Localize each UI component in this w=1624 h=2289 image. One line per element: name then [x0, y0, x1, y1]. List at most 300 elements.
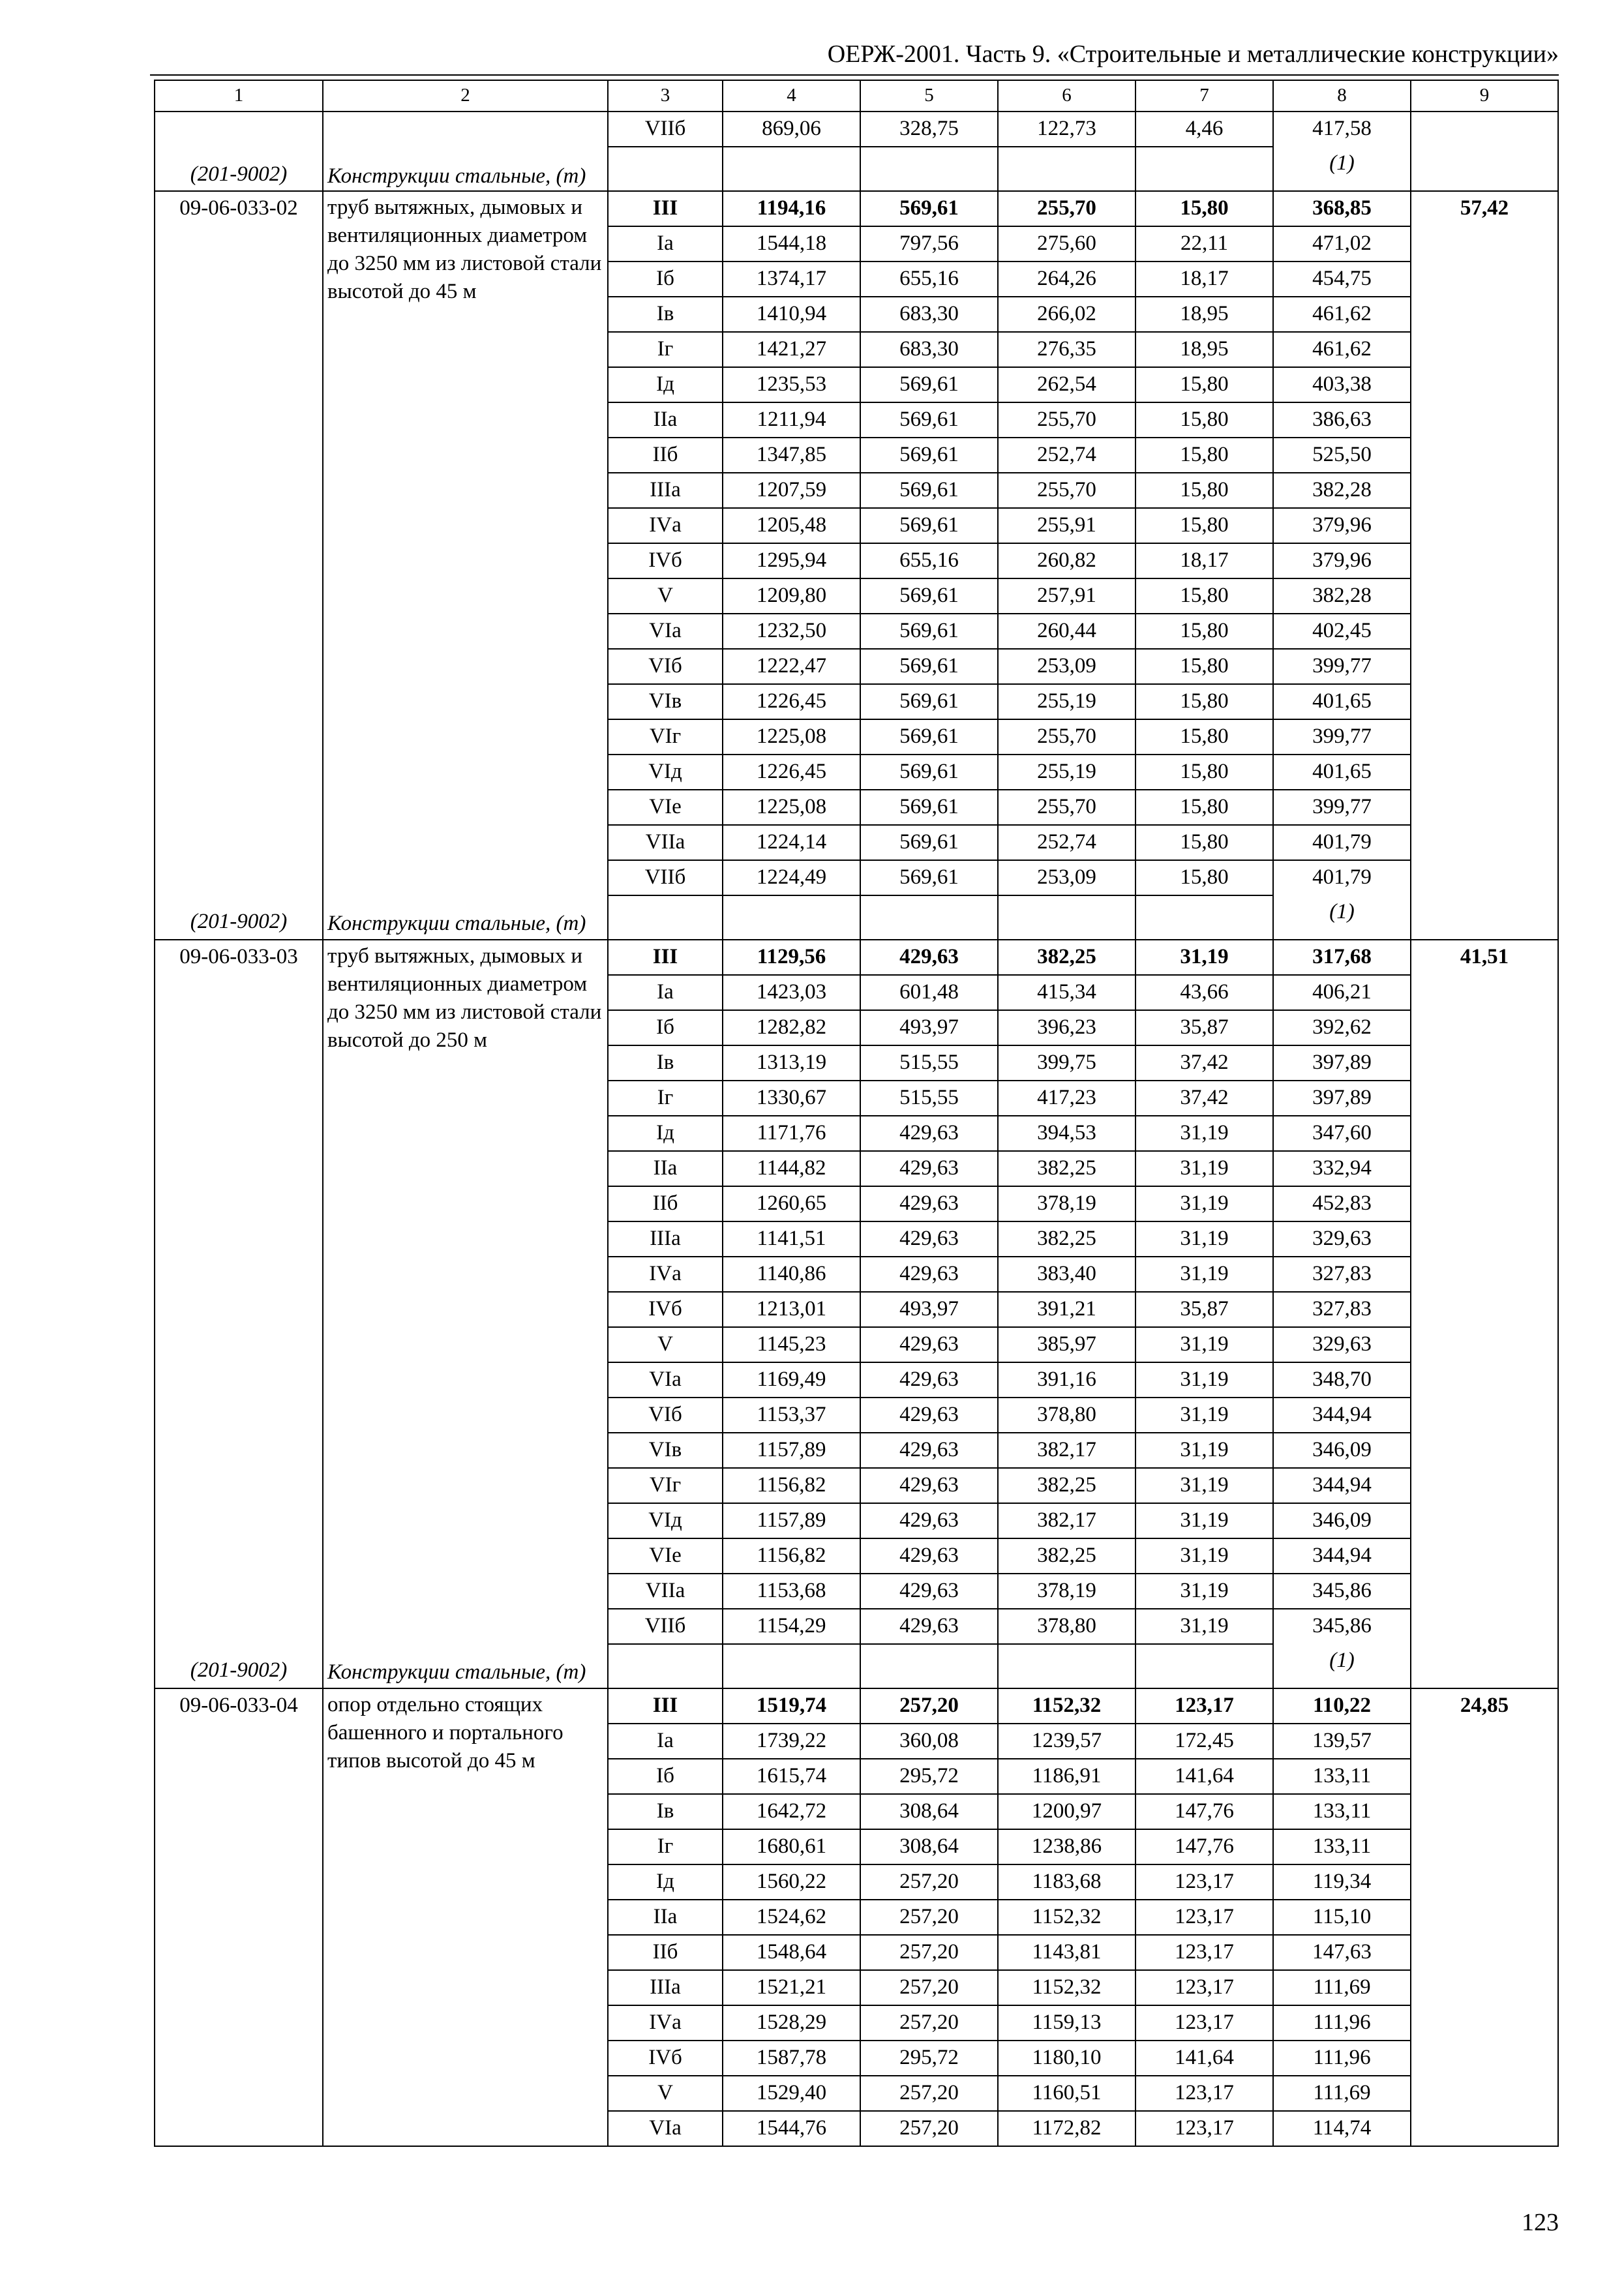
value-cell: 295,72: [860, 1759, 998, 1794]
value-cell: 1159,13: [998, 2005, 1135, 2041]
region-cell: VIа: [608, 1362, 723, 1398]
value-cell: 1529,40: [723, 2076, 860, 2111]
value-cell: 257,20: [860, 1900, 998, 1935]
value-cell: 1194,16: [723, 191, 860, 226]
rate-code: 09-06-033-02: [179, 196, 298, 220]
value-cell: 401,65: [1273, 684, 1411, 719]
value-cell: 15,80: [1135, 614, 1273, 649]
value-cell: 515,55: [860, 1081, 998, 1116]
value-cell: 123,17: [1135, 1935, 1273, 1970]
value-cell: 378,19: [998, 1186, 1135, 1221]
value-cell: 569,61: [860, 684, 998, 719]
value-cell: 1524,62: [723, 1900, 860, 1935]
region-cell: IIа: [608, 1900, 723, 1935]
value-cell: 257,20: [860, 2111, 998, 2146]
value-cell: 15,80: [1135, 860, 1273, 895]
value-cell: 262,54: [998, 367, 1135, 402]
region-cell: III: [608, 191, 723, 226]
region-cell: Iа: [608, 1724, 723, 1759]
footer-col8-cell: [1273, 1644, 1411, 1688]
value-cell: 257,20: [860, 1864, 998, 1900]
value-cell: 111,69: [1273, 1970, 1411, 2005]
value-cell: 345,86: [1273, 1609, 1411, 1644]
value-cell: 525,50: [1273, 438, 1411, 473]
value-cell: 429,63: [860, 940, 998, 975]
value-cell: 122,73: [998, 112, 1135, 147]
value-cell: 429,63: [860, 1574, 998, 1609]
value-cell: 253,09: [998, 649, 1135, 684]
value-cell: 147,76: [1135, 1794, 1273, 1829]
region-cell: VIд: [608, 755, 723, 790]
value-cell: 344,94: [1273, 1468, 1411, 1503]
table-row: [155, 191, 1558, 226]
value-cell: 429,63: [860, 1503, 998, 1538]
value-cell: 569,61: [860, 402, 998, 438]
value-cell: 429,63: [860, 1538, 998, 1574]
column-number-row: [155, 80, 1558, 112]
value-cell: 133,11: [1273, 1794, 1411, 1829]
empty-cell: [1135, 147, 1273, 191]
empty-cell: [608, 895, 723, 940]
value-cell: 37,42: [1135, 1045, 1273, 1081]
value-cell: 119,34: [1273, 1864, 1411, 1900]
value-cell: 429,63: [860, 1468, 998, 1503]
value-cell: 1410,94: [723, 297, 860, 332]
value-cell: 386,63: [1273, 402, 1411, 438]
value-cell: 1141,51: [723, 1221, 860, 1257]
value-cell: 15,80: [1135, 755, 1273, 790]
value-cell: 1213,01: [723, 1292, 860, 1327]
value-cell: 382,25: [998, 1538, 1135, 1574]
value-cell: 255,91: [998, 508, 1135, 543]
work-description: опор отдельно стоящих башенного и портального типов высотой до 45 м: [327, 1693, 564, 1773]
value-cell: 382,17: [998, 1433, 1135, 1468]
column-number: 5: [860, 80, 998, 112]
empty-cell: [1135, 1644, 1273, 1688]
region-cell: Iб: [608, 262, 723, 297]
value-cell: 31,19: [1135, 1398, 1273, 1433]
value-cell: 257,20: [860, 2076, 998, 2111]
value-cell: 1521,21: [723, 1970, 860, 2005]
value-cell: 655,16: [860, 543, 998, 578]
value-cell: 31,19: [1135, 1186, 1273, 1221]
value-cell: 15,80: [1135, 402, 1273, 438]
value-cell: 347,60: [1273, 1116, 1411, 1151]
value-cell: 569,61: [860, 438, 998, 473]
value-cell: 22,11: [1135, 226, 1273, 262]
region-cell: V: [608, 1327, 723, 1362]
footer-code: (201-9002): [190, 1658, 288, 1682]
value-cell: 1544,76: [723, 2111, 860, 2146]
value-cell: 123,17: [1135, 2005, 1273, 2041]
value-cell: 1157,89: [723, 1503, 860, 1538]
value-cell: 429,63: [860, 1151, 998, 1186]
region-cell: IVб: [608, 543, 723, 578]
region-cell: Iв: [608, 1794, 723, 1829]
price-table-body: [155, 80, 1558, 2146]
value-cell: 1140,86: [723, 1257, 860, 1292]
value-cell: 1519,74: [723, 1688, 860, 1724]
value-cell: 255,19: [998, 755, 1135, 790]
total-cell: 57,42: [1411, 191, 1558, 940]
region-cell: IVа: [608, 1257, 723, 1292]
value-cell: 1313,19: [723, 1045, 860, 1081]
value-cell: 1211,94: [723, 402, 860, 438]
page-number: 123: [1522, 2209, 1559, 2236]
value-cell: 332,94: [1273, 1151, 1411, 1186]
value-cell: 1615,74: [723, 1759, 860, 1794]
value-cell: 569,61: [860, 473, 998, 508]
value-cell: 401,79: [1273, 860, 1411, 895]
value-cell: 1232,50: [723, 614, 860, 649]
total-cell: 24,85: [1411, 1688, 1558, 2146]
value-cell: 429,63: [860, 1609, 998, 1644]
region-cell: Iд: [608, 1116, 723, 1151]
value-cell: 1171,76: [723, 1116, 860, 1151]
value-cell: 869,06: [723, 112, 860, 147]
value-cell: 18,17: [1135, 262, 1273, 297]
value-cell: 1224,49: [723, 860, 860, 895]
value-cell: 382,17: [998, 1503, 1135, 1538]
value-cell: 327,83: [1273, 1257, 1411, 1292]
value-cell: 382,25: [998, 1468, 1135, 1503]
value-cell: 260,44: [998, 614, 1135, 649]
value-cell: 329,63: [1273, 1327, 1411, 1362]
value-cell: 1421,27: [723, 332, 860, 367]
value-cell: 141,64: [1135, 1759, 1273, 1794]
value-cell: 255,70: [998, 790, 1135, 825]
region-cell: IVб: [608, 1292, 723, 1327]
value-cell: 569,61: [860, 719, 998, 755]
value-cell: 1169,49: [723, 1362, 860, 1398]
value-cell: 133,11: [1273, 1829, 1411, 1864]
value-cell: 328,75: [860, 112, 998, 147]
value-cell: 257,20: [860, 2005, 998, 2041]
region-cell: IVа: [608, 2005, 723, 2041]
value-cell: 1200,97: [998, 1794, 1135, 1829]
value-cell: 276,35: [998, 332, 1135, 367]
value-cell: 1235,53: [723, 367, 860, 402]
value-cell: 493,97: [860, 1010, 998, 1045]
value-cell: 378,80: [998, 1398, 1135, 1433]
value-cell: 31,19: [1135, 1538, 1273, 1574]
value-cell: 429,63: [860, 1221, 998, 1257]
value-cell: 1183,68: [998, 1864, 1135, 1900]
region-cell: Iб: [608, 1759, 723, 1794]
value-cell: 15,80: [1135, 191, 1273, 226]
region-cell: VIб: [608, 1398, 723, 1433]
region-cell: Iв: [608, 297, 723, 332]
value-cell: 255,70: [998, 402, 1135, 438]
value-cell: 429,63: [860, 1433, 998, 1468]
footer-col8-cell: [1273, 147, 1411, 191]
value-cell: 35,87: [1135, 1292, 1273, 1327]
value-cell: 402,45: [1273, 614, 1411, 649]
footer-col8-cell: [1273, 895, 1411, 940]
value-cell: 31,19: [1135, 1574, 1273, 1609]
value-cell: 252,74: [998, 438, 1135, 473]
value-cell: 569,61: [860, 790, 998, 825]
value-cell: 1160,51: [998, 2076, 1135, 2111]
value-cell: 569,61: [860, 578, 998, 614]
value-cell: 1205,48: [723, 508, 860, 543]
value-cell: 123,17: [1135, 1688, 1273, 1724]
value-cell: 123,17: [1135, 1900, 1273, 1935]
description-cell: [323, 1688, 608, 2146]
value-cell: 346,09: [1273, 1503, 1411, 1538]
value-cell: 1152,32: [998, 1900, 1135, 1935]
value-cell: 1548,64: [723, 1935, 860, 1970]
value-cell: 317,68: [1273, 940, 1411, 975]
value-cell: 43,66: [1135, 975, 1273, 1010]
value-cell: 15,80: [1135, 508, 1273, 543]
value-cell: 1186,91: [998, 1759, 1135, 1794]
column-number: 8: [1273, 80, 1411, 112]
value-cell: 1224,14: [723, 825, 860, 860]
empty-cell: [998, 147, 1135, 191]
value-cell: 417,23: [998, 1081, 1135, 1116]
value-cell: 1153,68: [723, 1574, 860, 1609]
value-cell: 569,61: [860, 191, 998, 226]
code-cell: [155, 940, 323, 1688]
value-cell: 569,61: [860, 825, 998, 860]
value-cell: 368,85: [1273, 191, 1411, 226]
value-cell: 1145,23: [723, 1327, 860, 1362]
value-cell: 1239,57: [998, 1724, 1135, 1759]
value-cell: 15,80: [1135, 367, 1273, 402]
value-cell: 1226,45: [723, 684, 860, 719]
value-cell: 461,62: [1273, 332, 1411, 367]
value-cell: 382,25: [998, 940, 1135, 975]
region-cell: VIIа: [608, 1574, 723, 1609]
value-cell: 348,70: [1273, 1362, 1411, 1398]
value-cell: 15,80: [1135, 473, 1273, 508]
value-cell: 31,19: [1135, 1433, 1273, 1468]
value-cell: 569,61: [860, 614, 998, 649]
region-cell: VIв: [608, 1433, 723, 1468]
value-cell: 1156,82: [723, 1468, 860, 1503]
value-cell: 655,16: [860, 262, 998, 297]
value-cell: 327,83: [1273, 1292, 1411, 1327]
region-cell: VIг: [608, 1468, 723, 1503]
value-cell: 252,74: [998, 825, 1135, 860]
table-row: [155, 940, 1558, 975]
value-cell: 1587,78: [723, 2041, 860, 2076]
continuation-desc-cell: [323, 112, 608, 191]
value-cell: 1222,47: [723, 649, 860, 684]
column-number: 7: [1135, 80, 1273, 112]
value-cell: 147,76: [1135, 1829, 1273, 1864]
value-cell: 308,64: [860, 1794, 998, 1829]
value-cell: 37,42: [1135, 1081, 1273, 1116]
value-cell: 329,63: [1273, 1221, 1411, 1257]
region-cell: IIIа: [608, 473, 723, 508]
value-cell: 133,11: [1273, 1759, 1411, 1794]
value-cell: 401,65: [1273, 755, 1411, 790]
region-cell: VIб: [608, 649, 723, 684]
empty-cell: [723, 1644, 860, 1688]
value-cell: 1528,29: [723, 2005, 860, 2041]
region-cell: III: [608, 940, 723, 975]
running-header: ОЕРЖ-2001. Часть 9. «Строительные и металлические конструкции»: [827, 40, 1559, 68]
continuation-code-cell: [155, 112, 323, 191]
value-cell: 1180,10: [998, 2041, 1135, 2076]
value-cell: 255,70: [998, 191, 1135, 226]
value-cell: 31,19: [1135, 1116, 1273, 1151]
empty-cell: [723, 147, 860, 191]
value-cell: 264,26: [998, 262, 1135, 297]
value-cell: 397,89: [1273, 1081, 1411, 1116]
region-cell: VIIа: [608, 825, 723, 860]
value-cell: 1153,37: [723, 1398, 860, 1433]
footer-desc: Конструкции стальные, (т): [327, 1660, 586, 1684]
region-cell: Iд: [608, 367, 723, 402]
value-cell: 601,48: [860, 975, 998, 1010]
value-cell: 115,10: [1273, 1900, 1411, 1935]
rate-code: 09-06-033-04: [179, 1694, 298, 1717]
region-cell: Iг: [608, 1081, 723, 1116]
region-cell: Iг: [608, 332, 723, 367]
value-cell: 31,19: [1135, 940, 1273, 975]
value-cell: 1144,82: [723, 1151, 860, 1186]
value-cell: 1152,32: [998, 1970, 1135, 2005]
value-cell: 253,09: [998, 860, 1135, 895]
value-cell: 379,96: [1273, 543, 1411, 578]
value-cell: 15,80: [1135, 649, 1273, 684]
value-cell: 429,63: [860, 1186, 998, 1221]
table-row: [155, 1688, 1558, 1724]
value-cell: 295,72: [860, 2041, 998, 2076]
region-cell: VIIб: [608, 860, 723, 895]
column-number: 4: [723, 80, 860, 112]
code-cell: [155, 1688, 323, 2146]
value-cell: 493,97: [860, 1292, 998, 1327]
value-cell: 15,80: [1135, 438, 1273, 473]
value-cell: 31,19: [1135, 1609, 1273, 1644]
value-cell: 391,21: [998, 1292, 1135, 1327]
value-cell: 382,28: [1273, 473, 1411, 508]
value-cell: 382,25: [998, 1151, 1135, 1186]
value-cell: 1154,29: [723, 1609, 860, 1644]
rate-code: 09-06-033-03: [179, 945, 298, 968]
region-cell: IIIа: [608, 1970, 723, 2005]
value-cell: 255,70: [998, 473, 1135, 508]
value-cell: 515,55: [860, 1045, 998, 1081]
value-cell: 569,61: [860, 508, 998, 543]
value-cell: 141,64: [1135, 2041, 1273, 2076]
value-cell: 569,61: [860, 367, 998, 402]
value-cell: 429,63: [860, 1116, 998, 1151]
value-cell: 417,58: [1273, 112, 1411, 147]
footer-value: (1): [1329, 1649, 1355, 1672]
region-cell: IVб: [608, 2041, 723, 2076]
value-cell: 378,80: [998, 1609, 1135, 1644]
value-cell: 114,74: [1273, 2111, 1411, 2146]
value-cell: VIIб: [608, 112, 723, 147]
value-cell: 1544,18: [723, 226, 860, 262]
value-cell: 797,56: [860, 226, 998, 262]
value-cell: 1260,65: [723, 1186, 860, 1221]
price-table: [154, 80, 1559, 2147]
value-cell: 275,60: [998, 226, 1135, 262]
value-cell: 401,79: [1273, 825, 1411, 860]
value-cell: 139,57: [1273, 1724, 1411, 1759]
value-cell: 147,63: [1273, 1935, 1411, 1970]
value-cell: 15,80: [1135, 790, 1273, 825]
code-cell: [155, 191, 323, 940]
value-cell: 111,96: [1273, 2041, 1411, 2076]
region-cell: Iг: [608, 1829, 723, 1864]
value-cell: 1225,08: [723, 719, 860, 755]
empty-cell: [860, 1644, 998, 1688]
value-cell: 257,20: [860, 1970, 998, 2005]
value-cell: 123,17: [1135, 1970, 1273, 2005]
value-cell: 18,17: [1135, 543, 1273, 578]
value-cell: 4,46: [1135, 112, 1273, 147]
value-cell: 110,22: [1273, 1688, 1411, 1724]
region-cell: VIг: [608, 719, 723, 755]
region-cell: IIб: [608, 1186, 723, 1221]
value-cell: 18,95: [1135, 297, 1273, 332]
empty-cell: [608, 1644, 723, 1688]
value-cell: 399,77: [1273, 719, 1411, 755]
region-cell: IIа: [608, 1151, 723, 1186]
empty-cell: [860, 147, 998, 191]
region-cell: IIб: [608, 438, 723, 473]
column-number: 1: [155, 80, 323, 112]
value-cell: 1680,61: [723, 1829, 860, 1864]
value-cell: 392,62: [1273, 1010, 1411, 1045]
empty-cell: [1135, 895, 1273, 940]
value-cell: 403,38: [1273, 367, 1411, 402]
value-cell: 1156,82: [723, 1538, 860, 1574]
region-cell: IIб: [608, 1935, 723, 1970]
value-cell: 172,45: [1135, 1724, 1273, 1759]
value-cell: 569,61: [860, 649, 998, 684]
value-cell: 1330,67: [723, 1081, 860, 1116]
footer-code: (201-9002): [190, 910, 288, 933]
column-number: 2: [323, 80, 608, 112]
footer-code: (201-9002): [190, 162, 288, 186]
empty-cell: [998, 1644, 1135, 1688]
value-cell: 1560,22: [723, 1864, 860, 1900]
value-cell: 15,80: [1135, 825, 1273, 860]
region-cell: Iв: [608, 1045, 723, 1081]
region-cell: III: [608, 1688, 723, 1724]
value-cell: 31,19: [1135, 1257, 1273, 1292]
value-cell: 123,17: [1135, 2111, 1273, 2146]
region-cell: IIа: [608, 402, 723, 438]
value-cell: 1152,32: [998, 1688, 1135, 1724]
region-cell: Iа: [608, 226, 723, 262]
value-cell: 1347,85: [723, 438, 860, 473]
value-cell: 18,95: [1135, 332, 1273, 367]
value-cell: 344,94: [1273, 1538, 1411, 1574]
footer-value: (1): [1329, 900, 1355, 923]
value-cell: 31,19: [1135, 1221, 1273, 1257]
value-cell: 429,63: [860, 1257, 998, 1292]
value-cell: 1423,03: [723, 975, 860, 1010]
region-cell: VIв: [608, 684, 723, 719]
value-cell: 683,30: [860, 332, 998, 367]
value-cell: 266,02: [998, 297, 1135, 332]
value-cell: 429,63: [860, 1398, 998, 1433]
value-cell: 379,96: [1273, 508, 1411, 543]
value-cell: 394,53: [998, 1116, 1135, 1151]
value-cell: 360,08: [860, 1724, 998, 1759]
value-cell: 257,20: [860, 1688, 998, 1724]
value-cell: 569,61: [860, 860, 998, 895]
